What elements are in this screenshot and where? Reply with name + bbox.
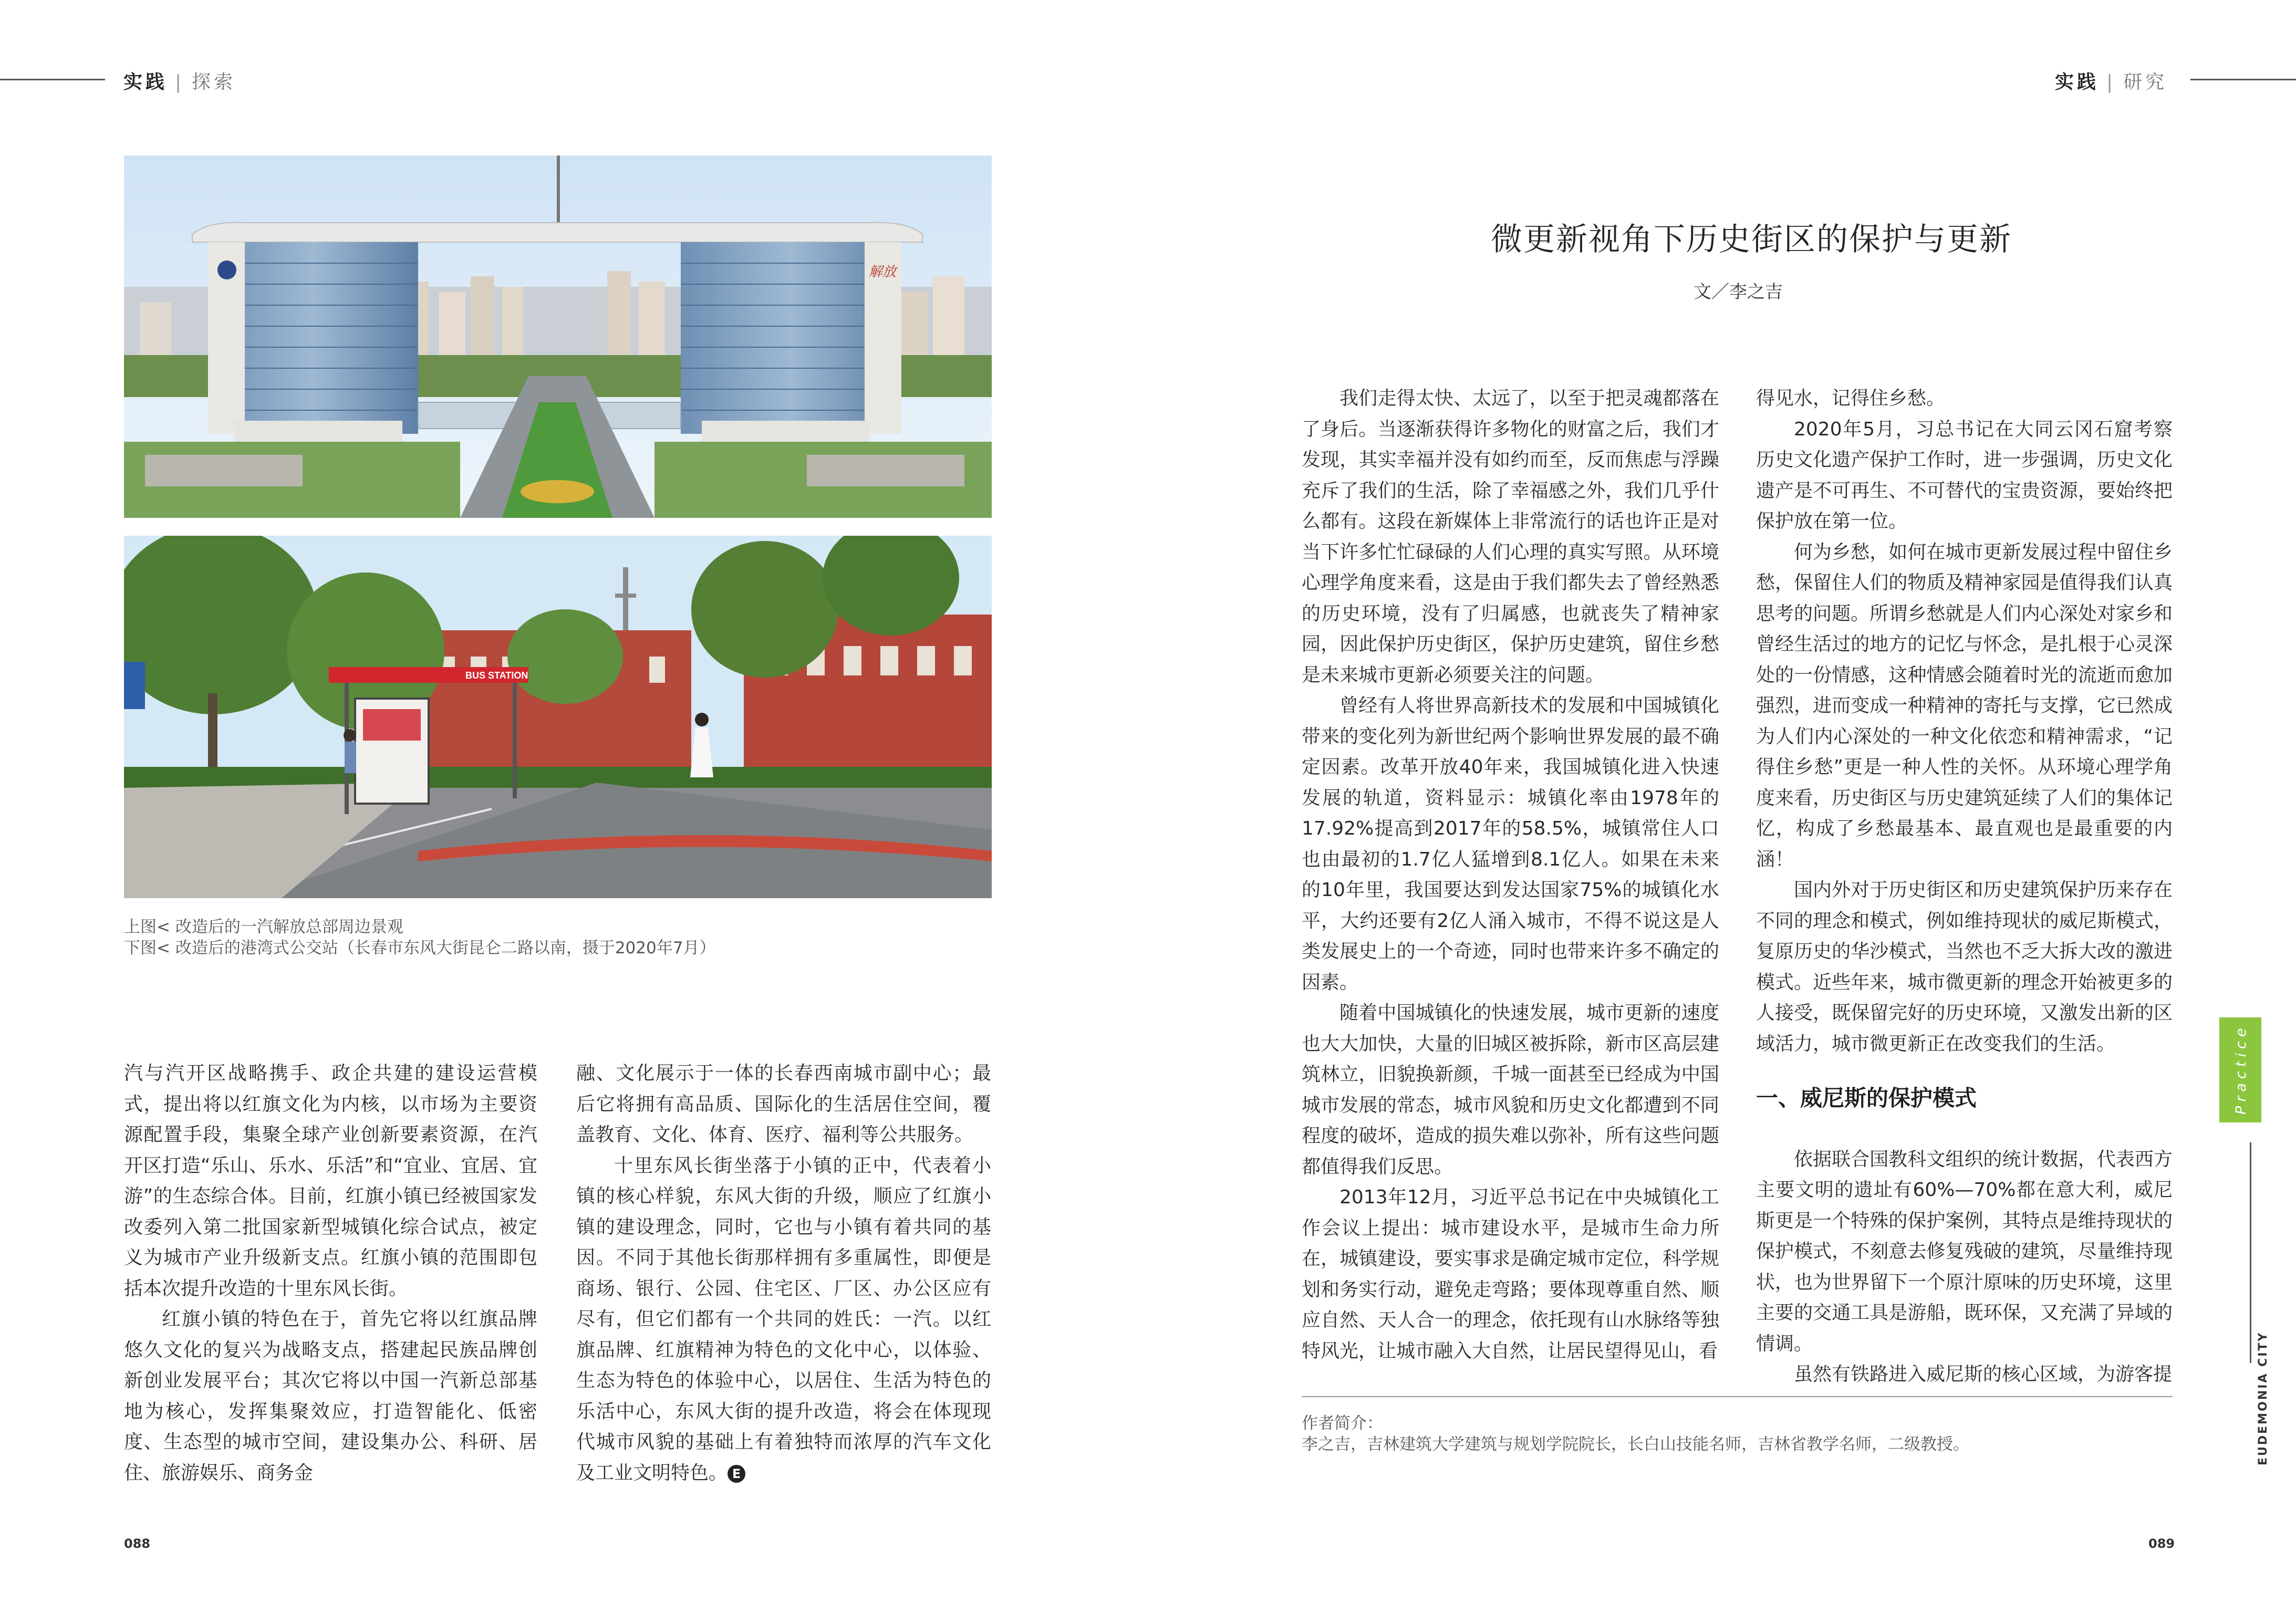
article-end-mark: E [728,1465,745,1483]
right-column-1 [1302,383,1719,1367]
top-photo-headquarters [124,155,992,518]
author-bio [1302,1413,1969,1455]
right-col2-continuation: 得见水，记得住乡愁。 [1756,388,1946,409]
author-bio-text: 李之吉，吉林建筑大学建筑与规划学院院长，长白山技能名师，吉林省教学名师，二级教授。 [1302,1435,1969,1454]
left-col2-paragraph-1: 融、文化展示于一体的长春西南城市副中心；最后它将拥有高品质、国际化的生活居住空间，覆盖教育、文化、体育、医疗、福利等公共服务。 [576,1063,991,1146]
bottom-photo-bus-station [124,536,992,898]
left-column-1 [124,1058,537,1489]
left-col1-paragraph-2: 红旗小镇的特色在于，首先它将以红旗品牌悠久文化的复兴为战略支点，搭建起民族品牌创新创业发展平台；其次它将以中国一汽新总部基地为核心，发挥集聚效应，打造智能化、低密度、生态型的城市空间，建设集办公、科研、居住、旅游娱乐、商务金 [124,1308,537,1484]
right-header-rule [2190,79,2296,80]
right-col1-paragraph-4: 2013年12月，习近平总书记在中央城镇化工作会议上提出：城市建设水平，是城市生命力所在，城镇建设，要实事求是确定城市定位，科学规划和务实行动，避免走弯路；要体现尊重自然、顺应自然、天人合一的理念，依托现有山水脉络等独特风光，让城市融入大自然，让居民望得见山，看 [1302,1187,1719,1362]
caption-bottom: 下图< 改造后的港湾式公交站（长春市东风大街昆仑二路以南，摄于2020年7月） [124,939,716,958]
right-running-header: 实践 | 研究 [2055,71,2168,93]
left-header-subsection: 探索 [192,71,236,93]
left-col2-paragraph-2 [576,1151,991,1489]
article-author: 文／李之吉 [1694,282,1783,303]
right-col2-paragraph-4: 依据联合国教科文组织的统计数据，代表西方主要文明的遗址有60%—70%都在意大利，威尼斯更是一个特殊的保护案例，其特点是维持现状的保护模式，不刻意去修复残破的建筑，尽量维持现状，也为世界留下一个原汁原味的历史环境，这里主要的交通工具是游船，既环保，又充满了异域的情调。 [1756,1148,2173,1355]
right-col2-paragraph-2: 何为乡愁，如何在城市更新发展过程中留住乡愁，保留住人们的物质及精神家园是值得我们认真思考的问题。所谓乡愁就是人们内心深处对家乡和曾经生活过的地方的记忆与怀念，是扎根于心灵深处的一份情感，这种情感会随着时光的流逝而愈加强烈，进而变成一种精神的寄托与支撑，它已然成为人们内心深处的一种文化依恋和精神需求，“记得住乡愁”更是一种人性的关怀。从环境心理学角度来看，历史街区与历史建筑延续了人们的集体记忆，构成了乡愁最基本、最直观也是最重要的内涵！ [1756,541,2173,870]
bus-station-illustration [124,536,992,898]
right-header-subsection: 研究 [2123,71,2168,93]
caption-top: 上图< 改造后的一汽解放总部周边景观 [124,918,403,936]
side-vertical-rule [2250,1142,2251,1363]
right-page-number: 089 [2148,1536,2175,1551]
author-bio-label: 作者简介： [1302,1414,1383,1433]
article-title: 微更新视角下历史街区的保护与更新 [1491,221,2012,258]
left-running-header: 实践 | 探索 [123,71,236,93]
left-col2-paragraph-2-text: 十里东风长街坐落于小镇的正中，代表着小镇的核心样貌，东风大街的升级，顺应了红旗小镇的建设理念，同时，它也与小镇有着共同的基因。不同于其他长街那样拥有多重属性，即便是商场、银行、公园、住宅区、厂区、办公区应有尽有，但它们都有一个共同的姓氏：一汽。以红旗品牌、红旗精神为特色的文化中心，以体验、生态为特色的体验中心，以居住、生活为特色的乐活中心，东风大街的提升改造，将会在体现现代城市风貌的基础上有着独特而浓厚的汽车文化及工业文明特色。 [576,1154,991,1484]
headquarters-illustration [124,155,992,518]
practice-side-tab-label: Practice [2233,1024,2249,1115]
left-header-rule [0,79,105,80]
building-logo-text: 解放 [869,264,897,280]
right-col2-paragraph-3: 国内外对于历史街区和历史建筑保护历来存在不同的理念和模式，例如维持现状的威尼斯模式，复原历史的华沙模式，当然也不乏大拆大改的激进模式。近些年来，城市微更新的理念开始被更多的人接受，既保留完好的历史环境，又激发出新的区域活力，城市微更新正在改变我们的生活。 [1756,879,2173,1055]
right-col1-paragraph-2: 曾经有人将世界高新技术的发展和中国城镇化带来的变化列为新世纪两个影响世界发展的最不确定因素。改革开放40年来，我国城镇化进入快速发展的轨道，资料显示：城镇化率由1978年的17.92%提高到2017年的58.5%，城镇常住人口也由最初的1.7亿人猛增到8.1亿人。如果在未来的10年里，我国要达到发达国家75%的城镇化水平，大约还要有2亿人涌入城市，不得不说这是人类发展史上的一个奇迹，同时也带来许多不确定的因素。 [1302,695,1719,993]
left-header-section: 实践 [123,71,168,93]
practice-side-tab [2219,1017,2261,1122]
right-column-2 [1756,383,2173,1390]
station-sign-text: BUS STATION [465,670,528,681]
left-column-2 [576,1058,991,1489]
left-col1-paragraph-1: 汽与汽开区战略携手、政企共建的建设运营模式，提出将以红旗文化为内核，以市场为主要资源配置手段，集聚全球产业创新要素资源，在汽开区打造“乐山、乐水、乐活”和“宜业、宜居、宜游”的生态综合体。目前，红旗小镇已经被国家发改委列入第二批国家新型城镇化综合试点，被定义为城市产业升级新支点。红旗小镇的范围即包括本次提升改造的十里东风长街。 [124,1063,537,1299]
section-heading-venice: 一、威尼斯的保护模式 [1756,1085,1977,1111]
eudemonia-city-brand: EUDEMONIA CITY [2257,1331,2270,1465]
right-col1-paragraph-3: 随着中国城镇化的快速发展，城市更新的速度也大大加快，大量的旧城区被拆除，新市区高层建筑林立，旧貌换新颜，千城一面甚至已经成为中国城市发展的常态，城市风貌和历史文化都遭到不同程度的破坏，造成的损失难以弥补，所有这些问题都值得我们反思。 [1302,1002,1719,1178]
author-bio-divider [1302,1396,2173,1397]
right-header-section: 实践 [2055,71,2100,93]
right-col1-paragraph-1: 我们走得太快、太远了，以至于把灵魂都落在了身后。当逐渐获得许多物化的财富之后，我们才发现，其实幸福并没有如约而至，反而焦虑与浮躁充斥了我们的生活，除了幸福感之外，我们几乎什么都有。这段在新媒体上非常流行的话也许正是对当下许多忙忙碌碌的人们心理的真实写照。从环境心理学角度来看，这是由于我们都失去了曾经熟悉的历史环境，没有了归属感，也就丧失了精神家园，因此保护历史街区，保护历史建筑，留住乡愁是未来城市更新必须要关注的问题。 [1302,388,1719,686]
left-page-number: 088 [124,1536,151,1551]
right-col2-paragraph-1: 2020年5月，习总书记在大同云冈石窟考察历史文化遗产保护工作时，进一步强调，历史文化遗产是不可再生、不可替代的宝贵资源，要始终把保护放在第一位。 [1756,418,2173,532]
right-col2-paragraph-5: 虽然有铁路进入威尼斯的核心区域，为游客提 [1794,1364,2173,1385]
photo-captions [124,917,715,959]
